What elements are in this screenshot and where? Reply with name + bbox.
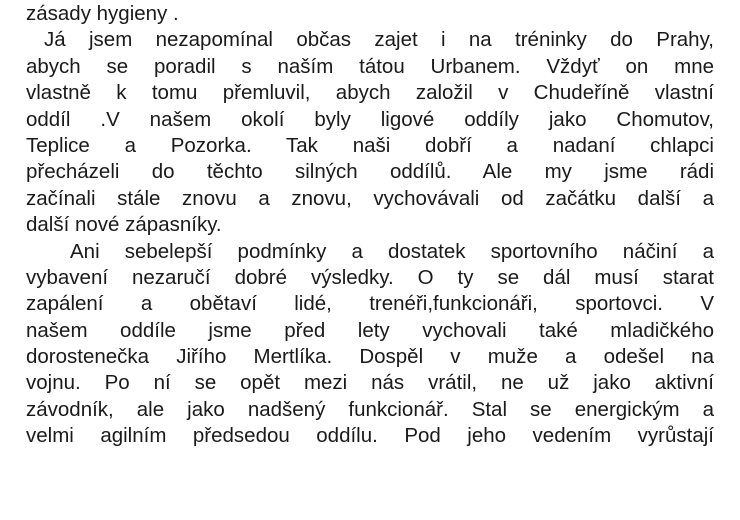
text-line-11: vybavení nezaručí dobré výsledky. O ty se dál musí starat — [26, 265, 714, 289]
text-line-16: závodník, ale jako nadšený funkcionář. Stal se energickým a — [26, 397, 714, 421]
text-line-4: vlastně k tomu přemluvil, abych založil v Chudeříně vlastní — [26, 81, 714, 105]
text-line-3: abych se poradil s naším tátou Urbanem. Vždyť on mne — [26, 54, 714, 78]
text-line-15: vojnu. Po ní se opět mezi nás vrátil, ne už jako aktivní — [26, 371, 714, 395]
text-line-17: velmi agilním předsedou oddílu. Pod jeho vedením vyrůstají — [26, 424, 714, 448]
text-line-12: zapálení a obětaví lidé, trenéři,funkcionáři, sportovci. V — [26, 292, 714, 316]
text-line-14: dorostenečka Jiřího Mertlíka. Dospěl v muže a odešel na — [26, 345, 714, 369]
text-line-10: Ani sebelepší podmínky a dostatek sportovního náčiní a — [70, 239, 714, 263]
text-line-1: zásady hygieny . — [26, 2, 179, 25]
document-page — [26, 0, 714, 450]
text-line-2: Já jsem nezapomínal občas zajet i na tréninky do Prahy, — [44, 28, 714, 52]
text-line-5: oddíl .V našem okolí byly ligové oddíly jako Chomutov, — [26, 107, 714, 131]
text-line-7: přecházeli do těchto silných oddílů. Ale my jsme rádi — [26, 160, 714, 184]
text-line-6: Teplice a Pozorka. Tak naši dobří a nadaní chlapci — [26, 133, 714, 157]
text-line-13: našem oddíle jsme před lety vychovali také mladičkého — [26, 318, 714, 342]
text-line-8: začínali stále znovu a znovu, vychovávali od začátku další a — [26, 186, 714, 210]
text-line-9: další nové zápasníky. — [26, 213, 222, 237]
